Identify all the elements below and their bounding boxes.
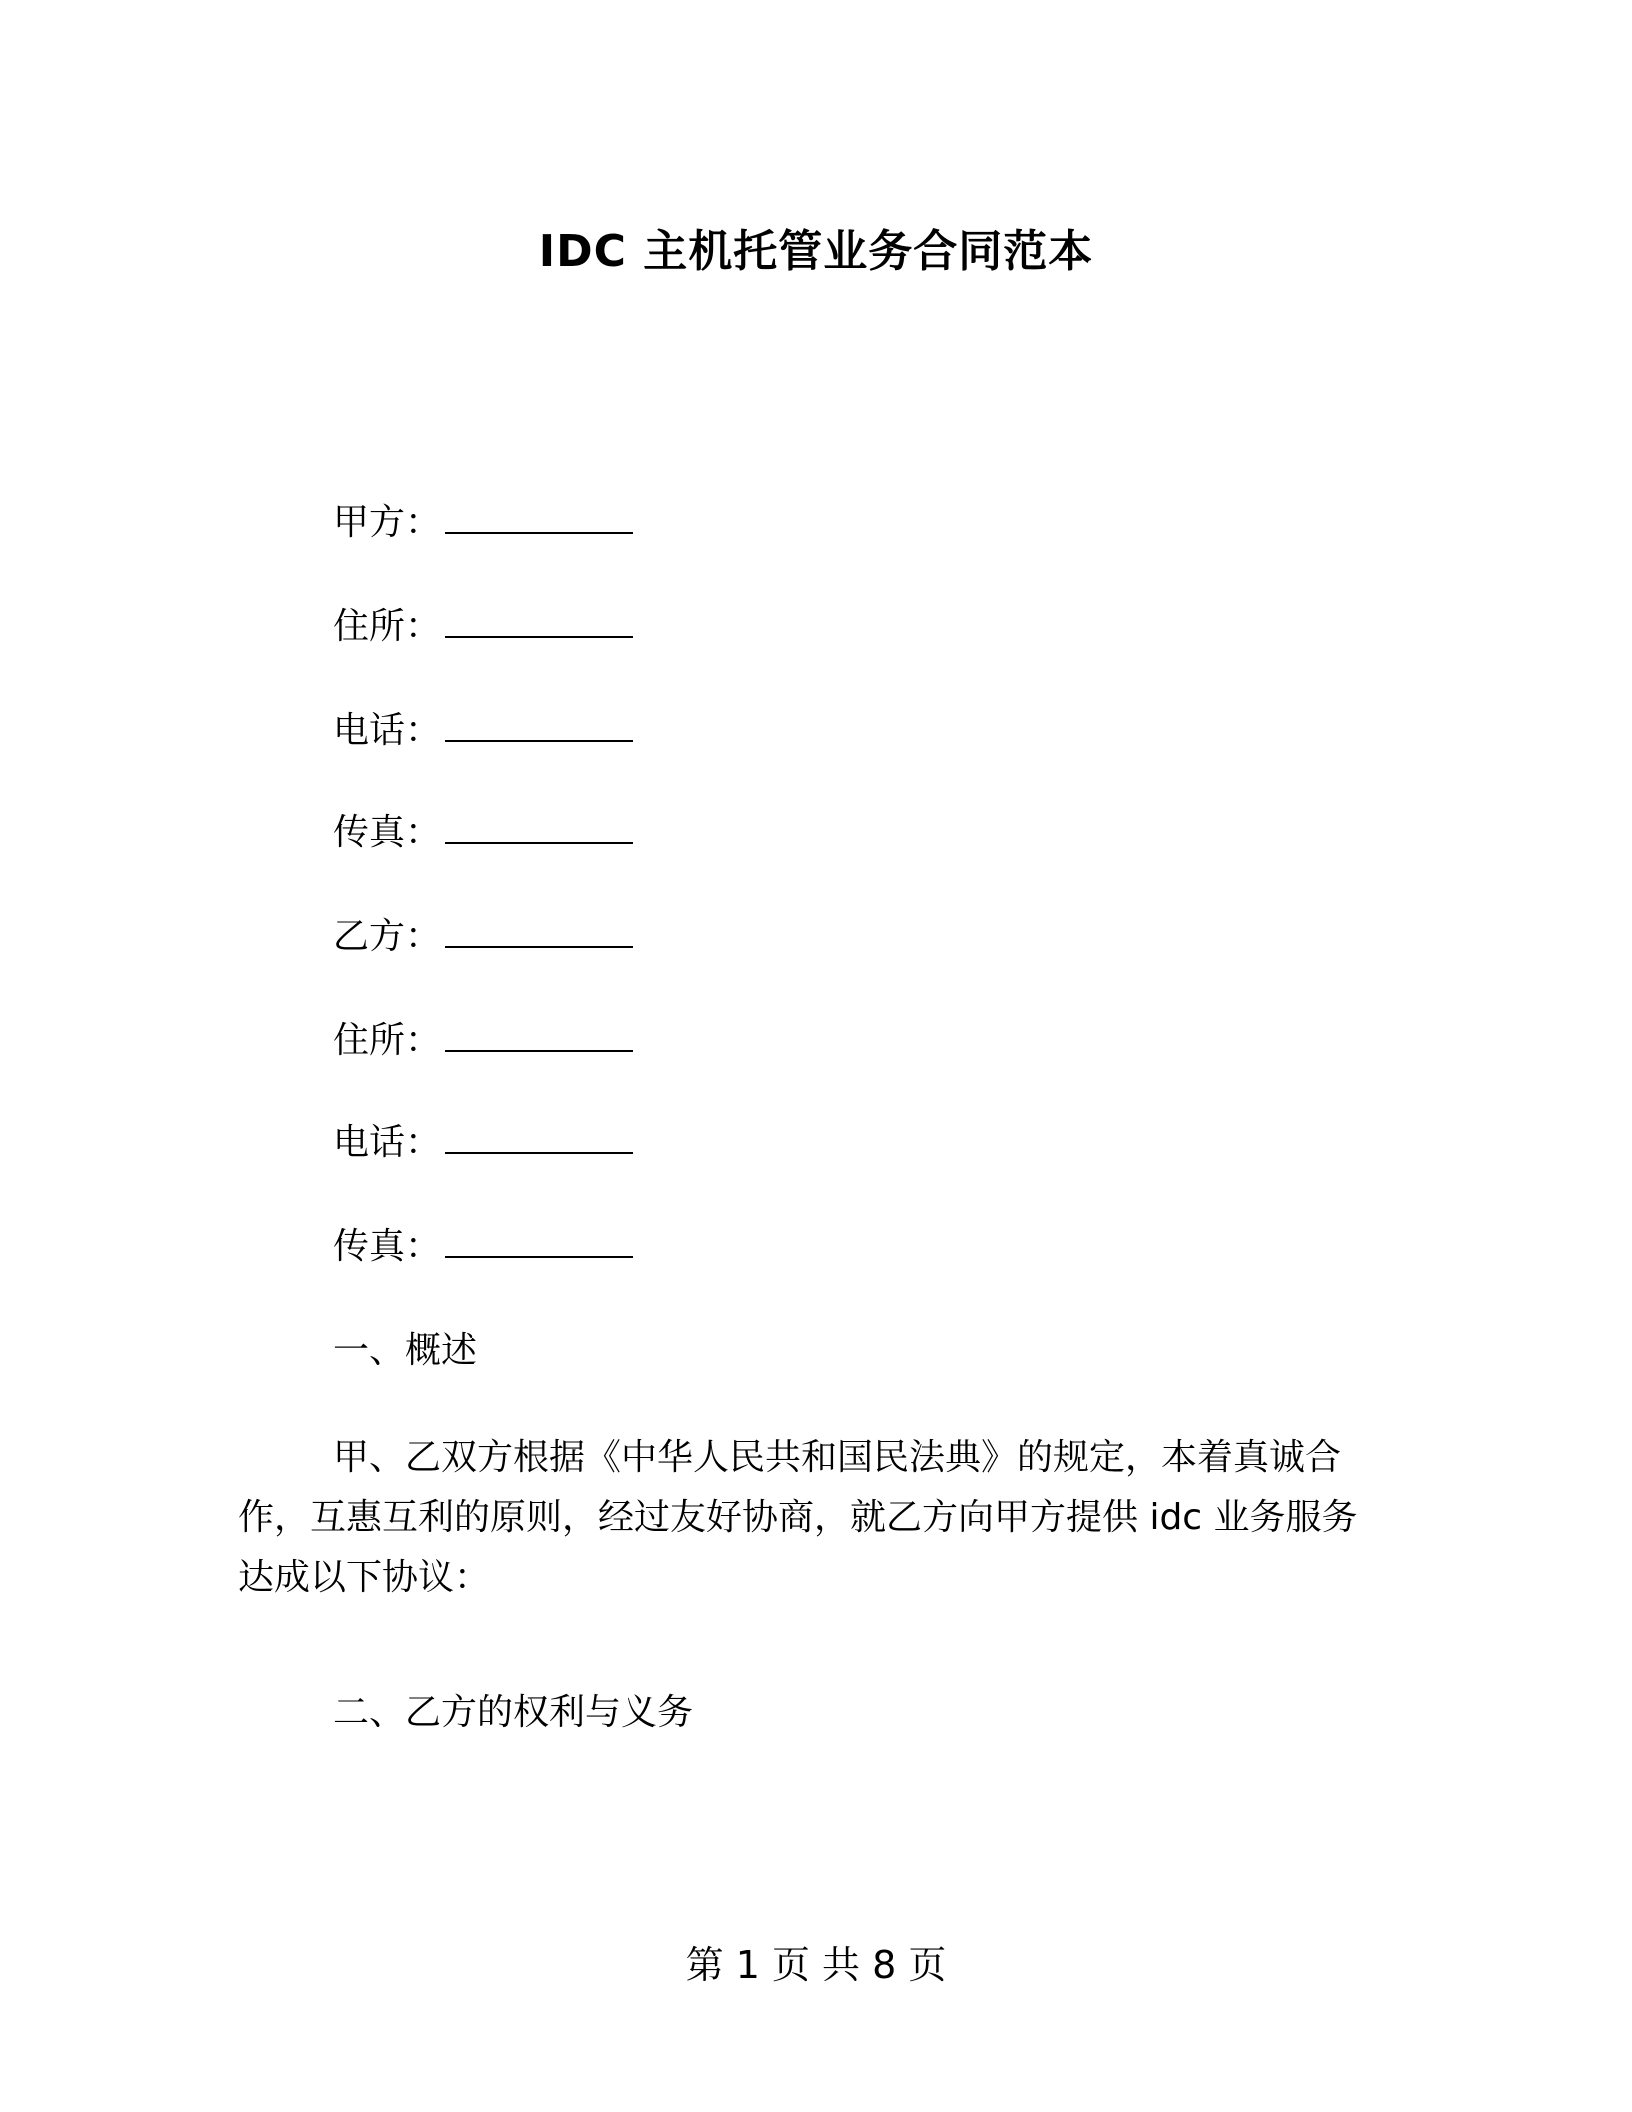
party-b-name-label: 乙方： [333, 916, 442, 957]
party-a-address-label: 住所： [333, 606, 442, 647]
party-a-fax-label: 传真： [333, 812, 442, 853]
document-title: IDC 主机托管业务合同范本 [538, 226, 1094, 277]
party-b-name-blank [445, 912, 633, 948]
party-a-phone-label: 电话： [333, 710, 442, 751]
party-b-fax-blank [445, 1222, 633, 1258]
section1-body: 甲、乙双方根据《中华人民共和国民法典》的规定，本着真诚合作，互惠互利的原则，经过友好协商，就乙方向甲方提供 idc 业务服务达成以下协议： [238, 1437, 1358, 1598]
party-b-address-label: 住所： [333, 1020, 442, 1061]
party-a-name-blank [445, 498, 633, 534]
section1-heading: 一、概述 [333, 1330, 478, 1371]
party-a-name-label: 甲方： [333, 502, 442, 543]
page-footer: 第 1 页 共 8 页 [685, 1943, 947, 1987]
section2-heading: 二、乙方的权利与义务 [333, 1692, 694, 1733]
party-b-phone-label: 电话： [333, 1122, 442, 1163]
party-b-fax-label: 传真： [333, 1226, 442, 1267]
party-b-phone-field [333, 1118, 633, 1168]
party-a-address-blank [445, 602, 633, 638]
party-b-address-field [333, 1016, 633, 1066]
party-b-name-field [333, 912, 633, 962]
party-a-address-field [333, 602, 633, 652]
party-b-phone-blank [445, 1118, 633, 1154]
party-a-phone-field [333, 706, 633, 756]
party-a-name-field [333, 498, 633, 548]
party-a-phone-blank [445, 706, 633, 742]
party-a-fax-blank [445, 808, 633, 844]
party-a-fax-field [333, 808, 633, 858]
party-b-fax-field [333, 1222, 633, 1272]
party-b-address-blank [445, 1016, 633, 1052]
